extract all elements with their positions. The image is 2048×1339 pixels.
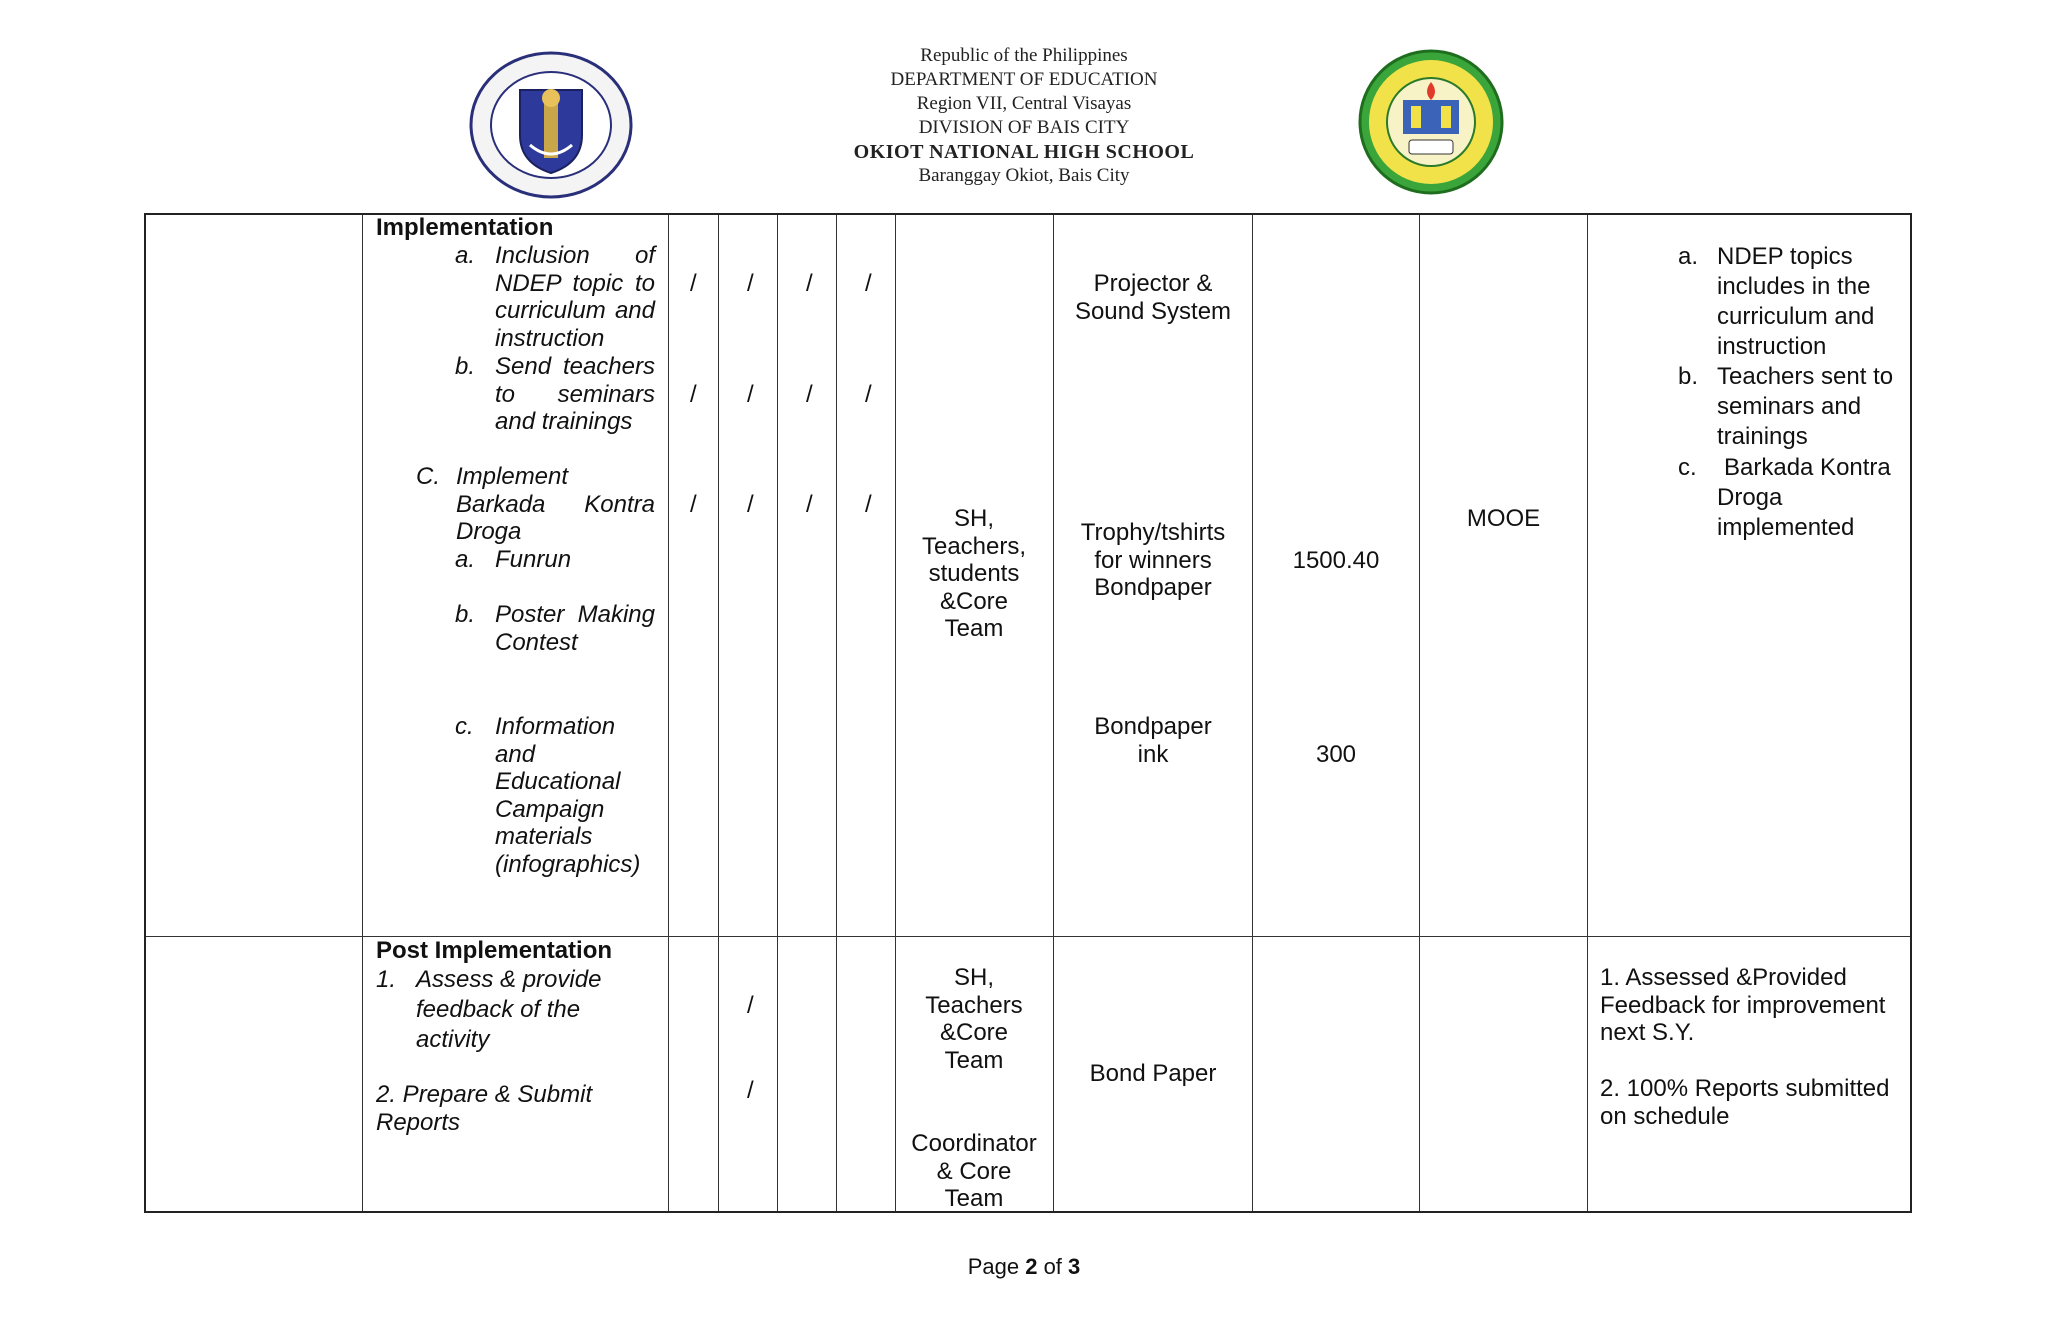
- implementation-heading: Implementation: [376, 214, 554, 241]
- item-cb-marker: b.: [455, 601, 476, 628]
- resources-line: Projector &: [1093, 270, 1213, 297]
- output-line: implemented: [1717, 514, 1855, 541]
- timeline-mark: /: [690, 270, 697, 297]
- school-seal-logo: [1357, 48, 1505, 196]
- timeline-mark: /: [747, 992, 754, 1019]
- output-line: NDEP topics: [1717, 243, 1853, 270]
- output-line: Teachers sent to: [1717, 363, 1894, 390]
- column-divider: [1252, 215, 1253, 1211]
- post-item2-line: 2. Prepare & Submit: [376, 1081, 593, 1108]
- column-divider: [777, 215, 778, 1211]
- item-cc-line: Educational: [495, 768, 621, 795]
- column-divider: [668, 215, 669, 1211]
- amount-value: 300: [1315, 741, 1357, 768]
- post-item1-line: Assess & provide: [416, 966, 602, 993]
- timeline-mark: /: [690, 491, 697, 518]
- output-marker: a.: [1678, 243, 1699, 270]
- persons-line: Teachers,: [921, 532, 1027, 560]
- letterhead-department: DEPARTMENT OF EDUCATION: [890, 69, 1158, 90]
- timeline-mark: /: [747, 1077, 754, 1104]
- item-cc-line: and: [495, 740, 536, 768]
- resources-line: Bondpaper: [1094, 713, 1212, 740]
- post-persons-line: &Core: [939, 1019, 1009, 1046]
- output-line: instruction: [1717, 333, 1827, 360]
- item-cc-line: Campaign: [495, 795, 605, 823]
- output-line: trainings: [1717, 423, 1808, 450]
- letterhead-region: Region VII, Central Visayas: [916, 93, 1132, 114]
- output-marker: c.: [1678, 454, 1697, 481]
- item-cc-line: Information: [495, 713, 616, 740]
- timeline-mark: /: [865, 491, 872, 518]
- column-divider: [1053, 215, 1054, 1211]
- post-output-line: 2. 100% Reports submitted: [1600, 1075, 1890, 1102]
- post-output-line: next S.Y.: [1600, 1019, 1695, 1046]
- column-divider: [1587, 215, 1588, 1211]
- item-b-line: to seminars: [495, 380, 655, 408]
- letterhead-division: DIVISION OF BAIS CITY: [918, 117, 1130, 138]
- output-line: includes in the: [1717, 273, 1871, 300]
- item-cc-line: materials: [495, 823, 593, 850]
- resources-line: for winners: [1094, 546, 1212, 574]
- post-persons-line: Team: [944, 1046, 1004, 1074]
- post-item1-line: feedback of the: [416, 996, 581, 1023]
- column-divider: [718, 215, 719, 1211]
- post-output-line: Feedback for improvement: [1600, 991, 1886, 1019]
- persons-line: &Core: [939, 587, 1009, 615]
- item-ca-text: Funrun: [495, 546, 572, 573]
- item-c-marker: C.: [416, 463, 440, 490]
- item-cc-marker: c.: [455, 713, 474, 740]
- timeline-mark: /: [747, 381, 754, 408]
- resources-line: ink: [1137, 740, 1169, 768]
- item-a-line: NDEP topic to: [495, 269, 655, 297]
- item-c-line: Droga: [456, 518, 522, 545]
- amount-value: 1500.40: [1292, 547, 1380, 574]
- page-number: [0, 1254, 2048, 1280]
- item-b-line: Send teachers: [495, 353, 655, 380]
- column-divider: [362, 215, 363, 1211]
- letterhead: [0, 44, 2048, 188]
- post-persons-line: SH,: [953, 964, 994, 991]
- item-cc-line: (infographics): [495, 850, 641, 878]
- output-line: curriculum and: [1717, 303, 1875, 330]
- resources-line: Trophy/tshirts: [1080, 519, 1226, 546]
- item-c-line: Implement: [456, 463, 569, 490]
- output-line: Droga: [1717, 484, 1783, 511]
- post-item1-line: activity: [416, 1026, 490, 1053]
- timeline-mark: /: [747, 491, 754, 518]
- post-output-line: 1. Assessed &Provided: [1600, 964, 1847, 991]
- item-cb-line: Contest: [495, 628, 578, 656]
- post-persons-line: Team: [944, 1185, 1004, 1212]
- post-persons-line: Coordinator: [911, 1130, 1037, 1157]
- fund-source: MOOE: [1466, 505, 1541, 532]
- resources-line: Sound System: [1074, 297, 1232, 325]
- output-line: seminars and: [1717, 393, 1862, 420]
- timeline-mark: /: [806, 270, 813, 297]
- item-cb-line: Poster Making: [495, 601, 655, 628]
- timeline-mark: /: [806, 381, 813, 408]
- persons-line: SH,: [953, 505, 994, 532]
- timeline-mark: /: [865, 270, 872, 297]
- persons-line: Team: [944, 615, 1004, 642]
- page-current: 2: [1025, 1254, 1038, 1279]
- post-implementation-heading: Post Implementation: [376, 937, 613, 964]
- item-a-line: Inclusion of: [495, 242, 655, 269]
- letterhead-address: Baranggay Okiot, Bais City: [918, 165, 1130, 186]
- letterhead-school: OKIOT NATIONAL HIGH SCHOOL: [853, 141, 1195, 163]
- letterhead-republic: Republic of the Philippines: [920, 45, 1128, 66]
- item-a-marker: a.: [455, 242, 476, 269]
- resources-line: Bondpaper: [1094, 574, 1212, 601]
- item-c-line: Barkada Kontra: [456, 490, 655, 518]
- action-plan-table: [144, 213, 1912, 1213]
- post-persons-line: Teachers: [925, 991, 1023, 1019]
- item-a-line: instruction: [495, 324, 605, 352]
- page-total: 3: [1068, 1254, 1081, 1279]
- post-output-line: on schedule: [1600, 1102, 1730, 1130]
- timeline-mark: /: [806, 491, 813, 518]
- post-item2-line: Reports: [376, 1109, 461, 1136]
- column-divider: [836, 215, 837, 1211]
- post-persons-line: & Core: [936, 1157, 1012, 1185]
- item-ca-marker: a.: [455, 546, 476, 573]
- post-resources: Bond Paper: [1089, 1060, 1217, 1087]
- column-divider: [1419, 215, 1420, 1211]
- timeline-mark: /: [747, 270, 754, 297]
- timeline-mark: /: [690, 381, 697, 408]
- post-item1-marker: 1.: [376, 966, 397, 993]
- item-b-line: and trainings: [495, 408, 633, 435]
- item-b-marker: b.: [455, 353, 476, 380]
- output-marker: b.: [1678, 363, 1699, 390]
- column-divider: [895, 215, 896, 1211]
- output-line: Barkada Kontra: [1724, 454, 1891, 481]
- page-prefix: Page: [967, 1254, 1026, 1279]
- item-a-line: curriculum and: [495, 297, 655, 324]
- page-of: of: [1037, 1254, 1069, 1279]
- timeline-mark: /: [865, 381, 872, 408]
- persons-line: students: [928, 560, 1020, 587]
